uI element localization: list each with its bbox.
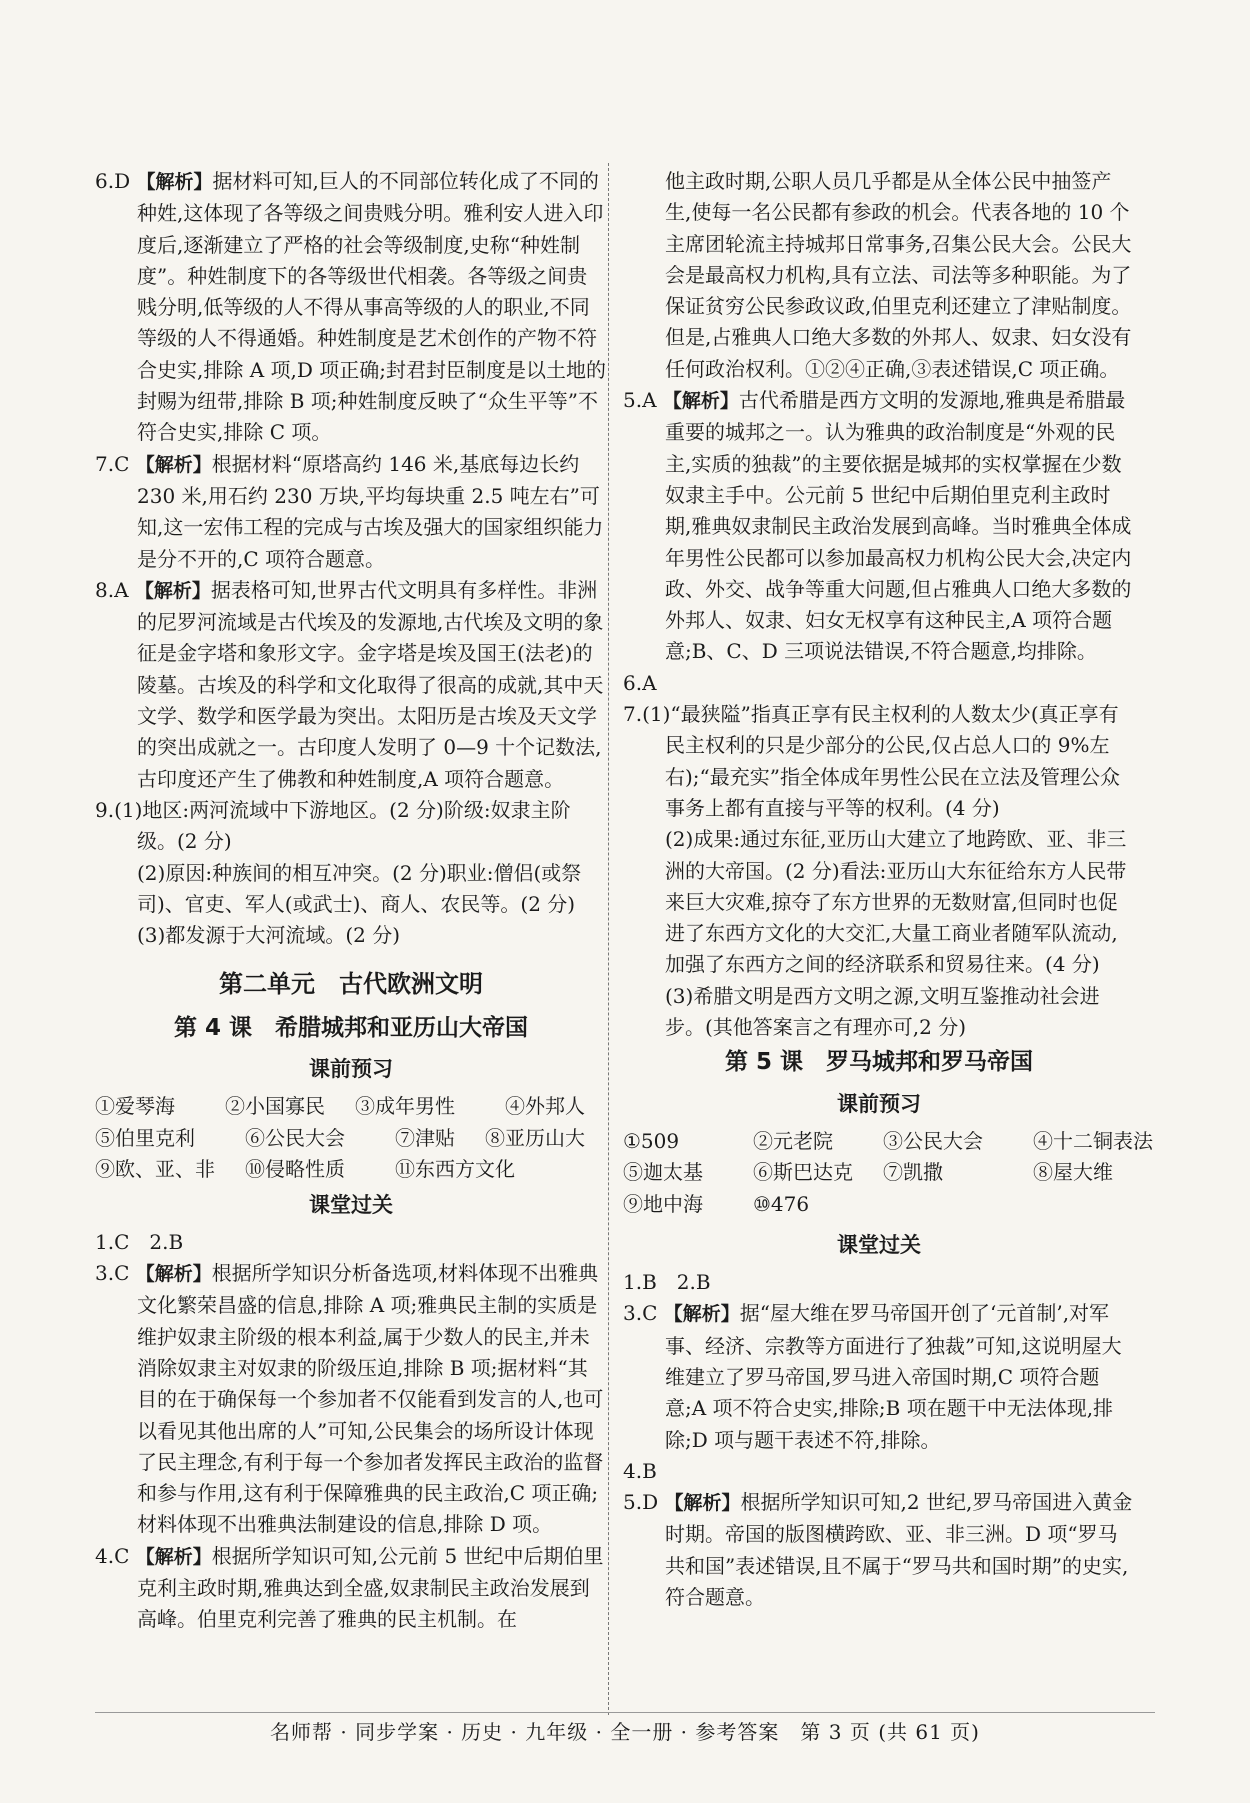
answer-number: 3.C <box>623 1301 658 1326</box>
preview-item: ③公民大会 <box>883 1128 983 1153</box>
analysis-tag: 【解析】 <box>134 579 211 602</box>
answer-text: 据表格可知,世界古代文明具有多样性。非洲的尼罗河流域是古代埃及的发源地,古代埃及文明的象征是金字塔和象形文字。金字塔是埃及国王(法老)的陵墓。古埃及的科学和文化取得了很高的成就,其中天文学、数学和医学最为突出。太阳历是古埃及天文学的突出成就之一。古印度人发明了 0—9 十个记数法,古印度还产生了佛教和种姓制度,A 项符合题意。 <box>137 577 604 791</box>
right-column <box>623 166 1153 1613</box>
analysis-tag: 【解析】 <box>135 453 212 476</box>
answer-number: 7. <box>623 702 643 727</box>
answer-1-2: 1.B 2.B <box>623 1270 711 1295</box>
preview-item: ⑨欧、亚、非 <box>95 1157 215 1182</box>
answer-4 <box>95 1541 607 1636</box>
answer-number: 5.A <box>623 388 657 413</box>
answer-6: 6.A <box>623 670 657 695</box>
preview-item: ④外邦人 <box>505 1094 585 1119</box>
preview-item: ⑤伯里克利 <box>95 1125 195 1150</box>
answer-number: 6.D <box>95 169 131 193</box>
answer-number: 4.C <box>95 1543 130 1568</box>
answer-text: 他主政时期,公职人员几乎都是从全体公民中抽签产生,使每一名公民都有参政的机会。代表各地的 10 个主席团轮流主持城邦日常事务,召集公民大会。公民大会是最高权力机构,具有立法、司法等多种职能。为了保证贫穷公民参政议政,伯里克利还建立了津贴制度。但是,占雅典人口绝大多数的外邦人、奴隶、妇女没有任何政治权利。①②④正确,③表述错误,C 项正确。 <box>665 169 1132 381</box>
answer-1-2: 1.C 2.B <box>95 1229 184 1254</box>
answer-text: 根据所学知识可知,2 世纪,罗马帝国进入黄金时期。帝国的版图横跨欧、亚、非三洲。D 项“罗马共和国”表述错误,且不属于“罗马共和国时期”的史实,符合题意。 <box>665 1490 1133 1610</box>
answer-text: 据材料可知,巨人的不同部位转化成了不同的种姓,这体现了各等级之间贵贱分明。雅利安人进入印度后,逐渐建立了严格的社会等级制度,史称“种姓制度”。种姓制度下的各等级世代相袭。各等级之间贵贱分明,低等级的人不得从事高等级的人的职业,不同等级的人不得通婚。种姓制度是艺术创作的产物不符合史实,排除 A 项,D 项正确;封君封臣制度是以土地的封赐为纽带,排除 B 项;种姓制度反映了“众生平等”不符合史实,排除 C 项。 <box>137 169 607 445</box>
preview-item: ⑦津贴 <box>395 1125 455 1150</box>
preview-item: ⑥公民大会 <box>245 1125 345 1150</box>
preview-item: ②小国寡民 <box>225 1094 325 1119</box>
analysis-tag: 【解析】 <box>135 1545 212 1568</box>
answer-text: (3)希腊文明是西方文明之源,文明互鉴推动社会进步。(其他答案言之有理亦可,2 分) <box>665 983 1100 1040</box>
answer-7 <box>623 699 1135 824</box>
answer-text: 古代希腊是西方文明的发源地,雅典是希腊最重要的城邦之一。认为雅典的政治制度是“外观的民主,实质的独裁”的主要依据是城邦的实权掌握在少数奴隶主手中。公元前 5 世纪中后期伯里克利主政时期,雅典奴隶制民主政治发展到高峰。当时雅典全体成年男性公民都可以参加最高权力机构公民大会,决定内政、外交、战争等重大问题,但占雅典人口绝大多数的外邦人、奴隶、妇女无权享有这种民主,A 项符合题意;B、C、D 三项说法错误,不符合题意,均排除。 <box>665 388 1132 664</box>
preview-item: ⑥斯巴达克 <box>753 1160 853 1185</box>
answer-number: 5.D <box>623 1490 659 1515</box>
column-divider <box>608 163 609 1715</box>
preview-answers <box>623 1126 1153 1220</box>
footer-rule <box>95 1712 1155 1713</box>
section-title: 课堂过关 <box>309 1192 393 1217</box>
answer-number: 3.C <box>95 1261 130 1286</box>
answer-number: 9. <box>95 797 115 822</box>
answer-8 <box>95 575 607 795</box>
answer-9 <box>95 795 607 858</box>
answer-6 <box>95 166 607 449</box>
analysis-tag: 【解析】 <box>135 1263 212 1286</box>
preview-item: ⑤迦太基 <box>623 1160 703 1185</box>
preview-item: ①爱琴海 <box>95 1094 175 1119</box>
section-title: 课前预习 <box>837 1091 921 1116</box>
preview-item: ②元老院 <box>753 1128 833 1153</box>
answer-number: 8.A <box>95 577 129 602</box>
preview-item: ⑦凯撒 <box>883 1160 943 1185</box>
answer-7 <box>95 449 607 575</box>
answer-3 <box>623 1298 1135 1455</box>
answer-text: (1)地区:两河流域中下游地区。(2 分)阶级:奴隶主阶级。(2 分) <box>114 797 571 854</box>
answer-5 <box>623 1487 1135 1613</box>
unit-title: 第二单元 古代欧洲文明 <box>219 970 483 999</box>
analysis-tag: 【解析】 <box>663 1303 740 1326</box>
answer-text: 根据所学知识分析备选项,材料体现不出雅典文化繁荣昌盛的信息,排除 A 项;雅典民主制的实质是维护奴隶主阶级的根本利益,属于少数人的民主,并未消除奴隶主对奴隶的阶级压迫,排除 B 项;据材料“其目的在于确保每一个参加者不仅能看到发言的人,也可以看见其他出席的人”可知,公民集会的场所设计体现了民主理念,有利于每一个参加者发挥民主政治的监督和参与作用,这有利于保障雅典的民主政治,C 项正确;材料体现不出雅典法制建设的信息,排除 D 项。 <box>137 1261 604 1537</box>
preview-item: ⑧屋大维 <box>1033 1160 1113 1185</box>
preview-item: ④十二铜表法 <box>1033 1128 1153 1153</box>
answer-5 <box>623 385 1135 668</box>
lesson-title: 第 4 课 希腊城邦和亚历山大帝国 <box>173 1014 529 1041</box>
section-title: 课堂过关 <box>837 1232 921 1257</box>
preview-item: ⑪东西方文化 <box>395 1157 515 1182</box>
answer-text: 根据所学知识可知,公元前 5 世纪中后期伯里克利主政时期,雅典达到全盛,奴隶制民主政治发展到高峰。伯里克利完善了雅典的民主机制。在 <box>137 1543 604 1632</box>
preview-item: ⑧亚历山大 <box>485 1125 585 1150</box>
preview-item: ①509 <box>623 1128 680 1153</box>
answer-number: 7.C <box>95 451 130 476</box>
lesson-title: 第 5 课 罗马城邦和罗马帝国 <box>724 1049 1034 1076</box>
analysis-tag: 【解析】 <box>662 390 739 413</box>
answer-text: (2)成果:通过东征,亚历山大建立了地跨欧、亚、非三洲的大帝国。(2 分)看法:亚历山大东征给东方人民带来巨大灾难,掠夺了东方世界的无数财富,但同时也促进了东西方文化的大交汇,大量工商业者随军队流动,加强了东西方之间的经济联系和贸易往来。(4 分) <box>665 827 1127 977</box>
left-column <box>95 166 607 1636</box>
preview-item: ⑨地中海 <box>623 1191 703 1216</box>
answer-text: 据“屋大维在罗马帝国开创了‘元首制’,对军事、经济、宗教等方面进行了独裁”可知,这说明屋大维建立了罗马帝国,罗马进入帝国时期,C 项符合题意;A 项不符合史实,排除;B 项在题干中无法体现,排除;D 项与题干表述不符,排除。 <box>665 1301 1122 1452</box>
preview-item: ⑩476 <box>753 1191 810 1216</box>
section-title: 课前预习 <box>309 1057 393 1082</box>
answer-text: (1)“最狭隘”指真正享有民主权利的人数太少(真正享有民主权利的只是少部分的公民,仅占总人口的 9%左右);“最充实”指全体成年男性公民在立法及管理公众事务上都有直接与平等的权利。(4 分) <box>642 702 1120 820</box>
preview-item: ⑩侵略性质 <box>245 1157 345 1182</box>
preview-item: ③成年男性 <box>355 1094 455 1119</box>
page-footer: 名师帮 · 同步学案 · 历史 · 九年级 · 全一册 · 参考答案 第 3 页 (共 61 页) <box>270 1720 980 1744</box>
preview-answers <box>95 1091 607 1185</box>
answer-text: 根据材料“原塔高约 146 米,基底每边长约 230 米,用石约 230 万块,平均每块重 2.5 吨左右”可知,这一宏伟工程的完成与古埃及强大的国家组织能力是分不开的,C 项符合题意。 <box>137 451 604 571</box>
analysis-tag: 【解析】 <box>664 1492 741 1515</box>
answer-3 <box>95 1258 607 1541</box>
answer-4: 4.B <box>623 1458 657 1483</box>
analysis-tag: 【解析】 <box>136 171 213 193</box>
answer-text: (2)原因:种族间的相互冲突。(2 分)职业:僧侣(或祭司)、官吏、军人(或武士)、商人、农民等。(2 分) <box>137 860 582 916</box>
answer-text: (3)都发源于大河流域。(2 分) <box>137 923 401 948</box>
